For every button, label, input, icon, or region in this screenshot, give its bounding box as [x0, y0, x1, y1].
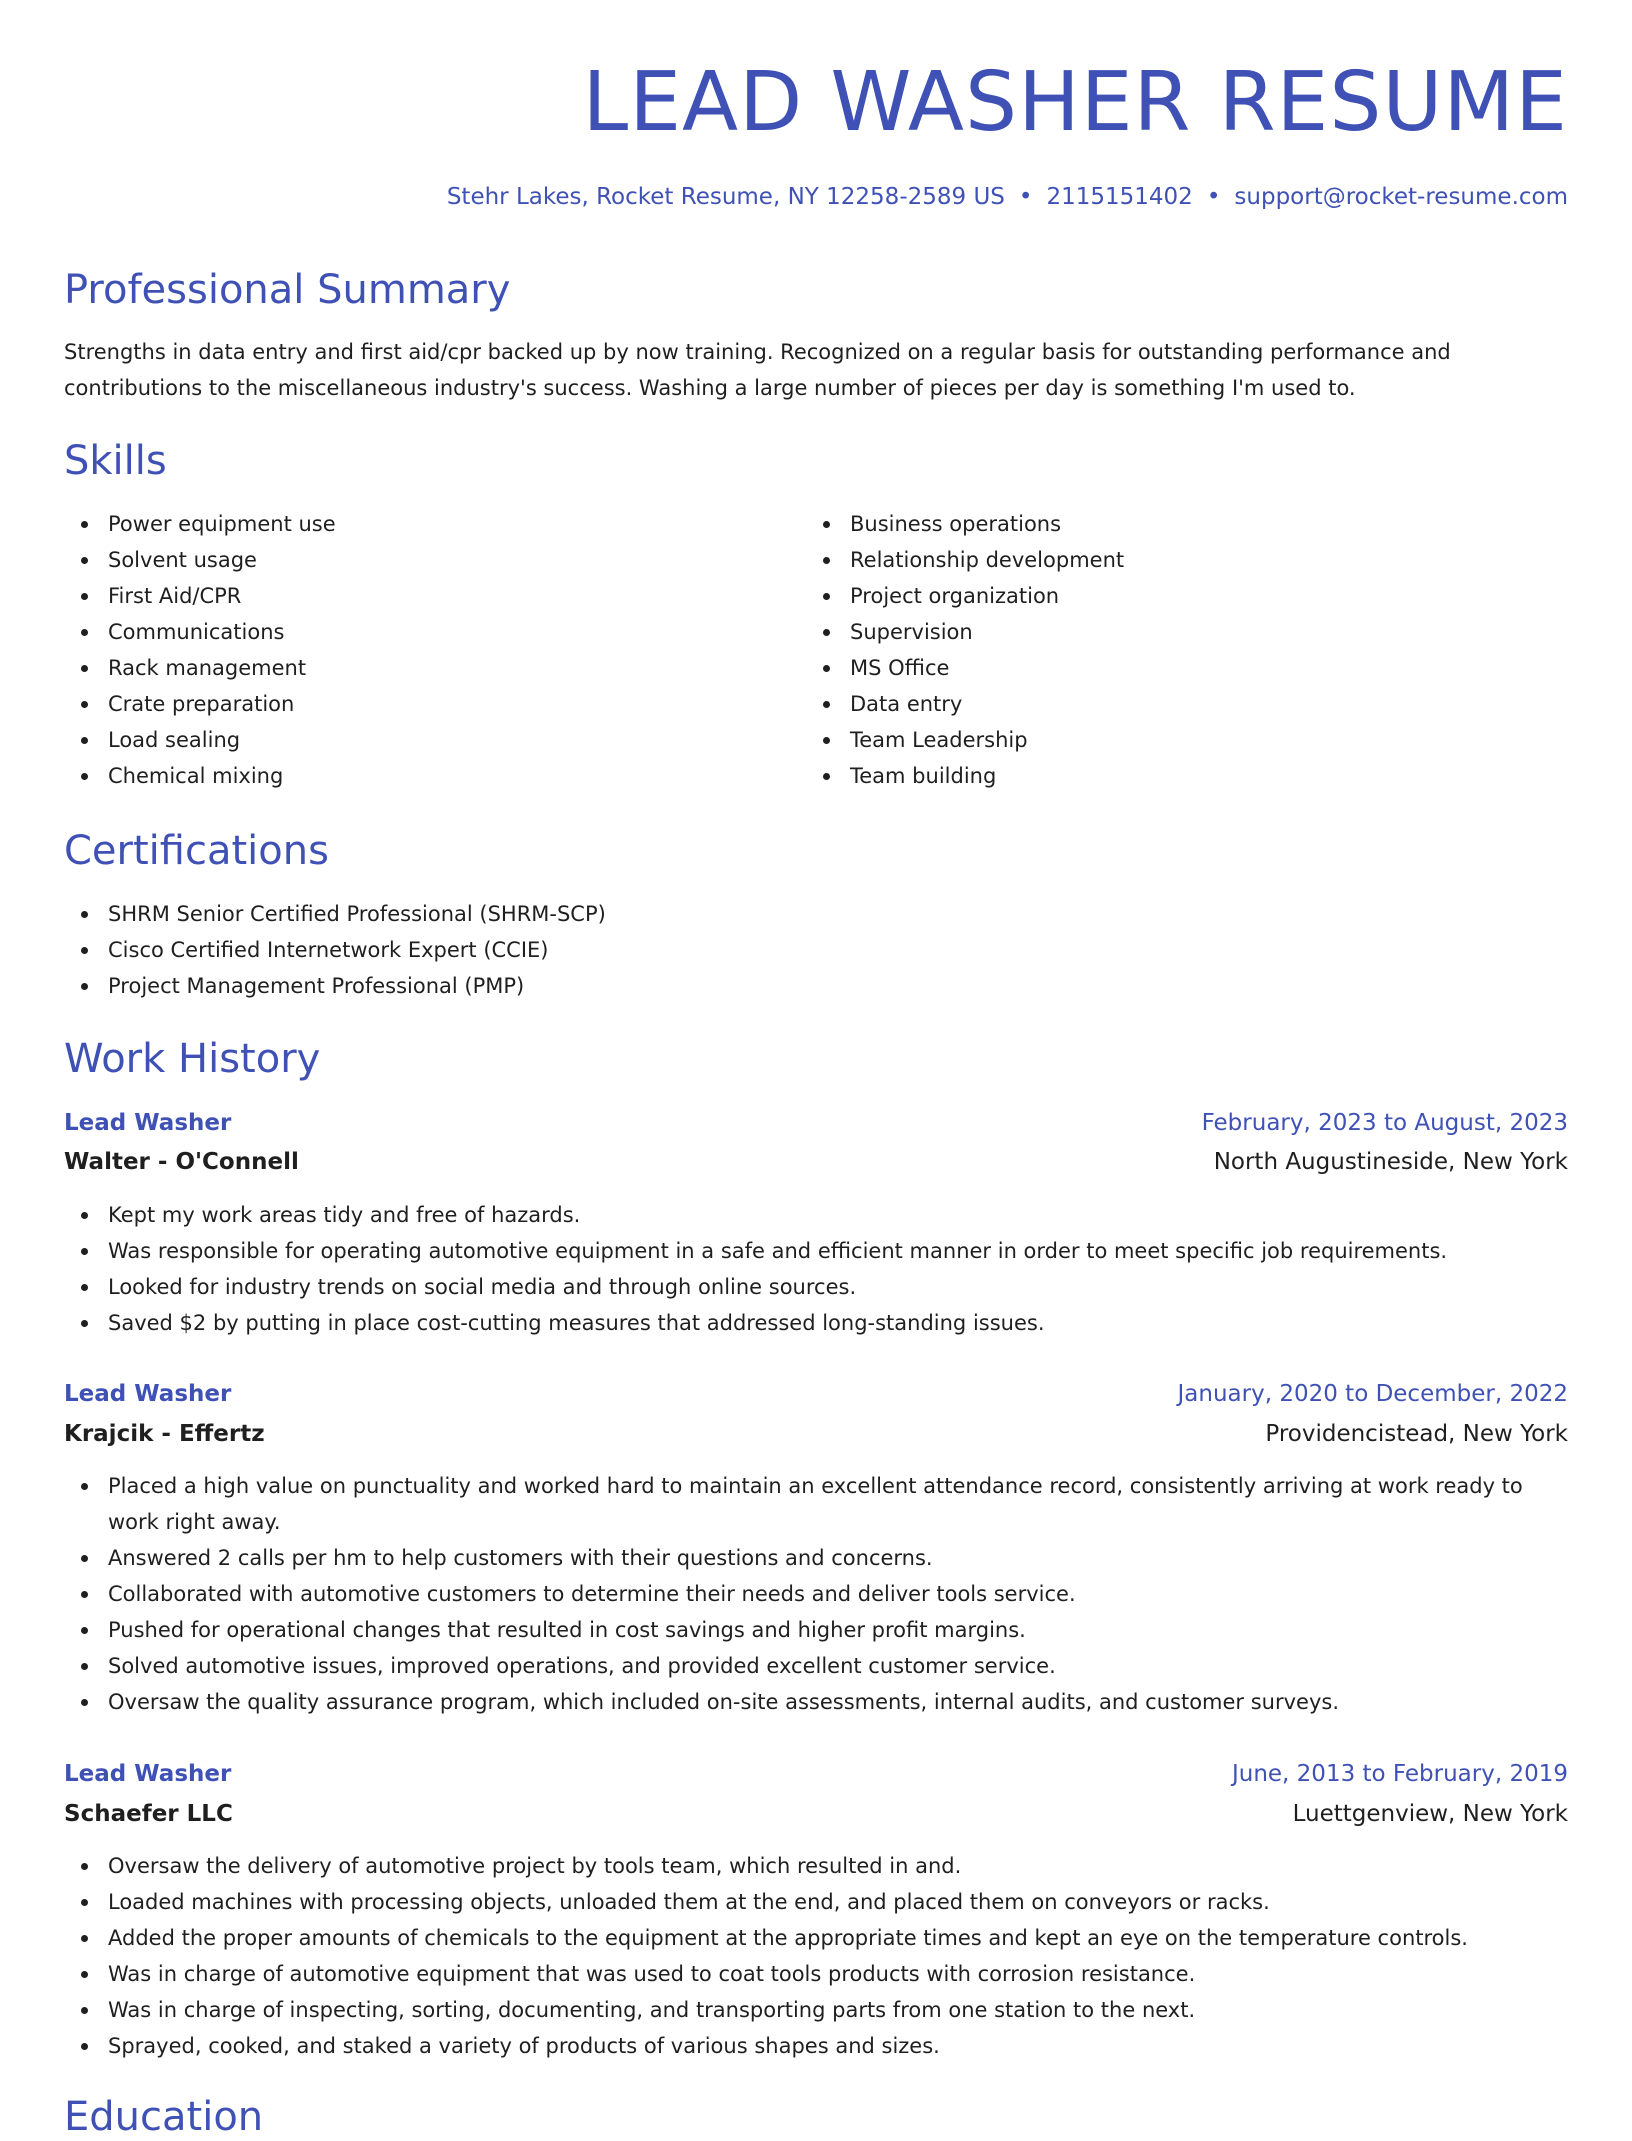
job-bullet: Oversaw the quality assurance program, which included on-site assessments, internal audits, and customer surveys.: [64, 1684, 1568, 1720]
skill-item: Crate preparation: [64, 686, 764, 722]
contact-email[interactable]: support@rocket-resume.com: [1234, 184, 1568, 210]
skill-item: Rack management: [64, 650, 764, 686]
contact-line: [447, 182, 1568, 212]
job-bullet: Pushed for operational changes that resulted in cost savings and higher profit margins.: [64, 1612, 1568, 1648]
job-location: North Augustineside, New York: [1213, 1149, 1568, 1175]
summary-text: Strengths in data entry and first aid/cpr backed up by now training. Recognized on a regular basis for outstanding performance and contributions to the miscellaneous industry's success. Washing a large number of pieces per day is something I'm used to.: [64, 340, 1451, 400]
skills-list-right: [806, 506, 1506, 794]
skills-list-left: [64, 506, 764, 794]
job-title: Lead Washer: [64, 1761, 232, 1787]
job-bullets: [64, 1848, 1568, 2064]
skills-heading: Skills: [64, 438, 167, 484]
job-dates: February, 2023 to August, 2023: [1201, 1110, 1568, 1136]
skill-item: Load sealing: [64, 722, 764, 758]
job-bullet: Was in charge of automotive equipment that was used to coat tools products with corrosion resistance.: [64, 1956, 1568, 1992]
job-bullet: Was responsible for operating automotive equipment in a safe and efficient manner in order to meet specific job requirements.: [64, 1233, 1568, 1269]
certification-item: SHRM Senior Certified Professional (SHRM-SCP): [64, 896, 1568, 932]
job-bullet: Answered 2 calls per hm to help customers with their questions and concerns.: [64, 1540, 1568, 1576]
certifications-list: [64, 896, 1568, 1004]
education-heading: Education: [64, 2094, 264, 2140]
job-title: Lead Washer: [64, 1381, 232, 1407]
skill-item: Relationship development: [806, 542, 1506, 578]
job-bullet: Kept my work areas tidy and free of hazards.: [64, 1197, 1568, 1233]
resume-title: LEAD WASHER RESUME: [582, 55, 1568, 150]
job-bullet: Was in charge of inspecting, sorting, documenting, and transporting parts from one station to the next.: [64, 1992, 1568, 2028]
job-bullet: Added the proper amounts of chemicals to the equipment at the appropriate times and kept an eye on the temperature controls.: [64, 1920, 1568, 1956]
skill-item: Business operations: [806, 506, 1506, 542]
job-location: Luettgenview, New York: [1292, 1801, 1568, 1827]
contact-separator: •: [1206, 184, 1221, 210]
skill-item: Team building: [806, 758, 1506, 794]
certification-item: Project Management Professional (PMP): [64, 968, 1568, 1004]
contact-separator: •: [1018, 184, 1033, 210]
job-bullet: Saved $2 by putting in place cost-cutting measures that addressed long-standing issues.: [64, 1305, 1568, 1341]
job-bullets: [64, 1468, 1568, 1720]
skill-item: First Aid/CPR: [64, 578, 764, 614]
job-title: Lead Washer: [64, 1110, 232, 1136]
resume-page: [64, 0, 1568, 2140]
job-bullet: Oversaw the delivery of automotive project by tools team, which resulted in and.: [64, 1848, 1568, 1884]
summary-heading: Professional Summary: [64, 267, 511, 313]
skill-item: Power equipment use: [64, 506, 764, 542]
job-bullet: Placed a high value on punctuality and worked hard to maintain an excellent attendance record, consistently arriving at work ready to work right away.: [64, 1468, 1568, 1540]
job-bullet: Loaded machines with processing objects, unloaded them at the end, and placed them on conveyors or racks.: [64, 1884, 1568, 1920]
job-location: Providencistead, New York: [1265, 1421, 1568, 1447]
contact-phone: 2115151402: [1046, 184, 1193, 210]
skill-item: Team Leadership: [806, 722, 1506, 758]
job-bullets: [64, 1197, 1568, 1341]
skill-item: Chemical mixing: [64, 758, 764, 794]
job-company: Walter - O'Connell: [64, 1149, 299, 1175]
job-bullet: Looked for industry trends on social media and through online sources.: [64, 1269, 1568, 1305]
work-history-heading: Work History: [64, 1036, 321, 1082]
skill-item: Solvent usage: [64, 542, 764, 578]
certification-item: Cisco Certified Internetwork Expert (CCIE): [64, 932, 1568, 968]
job-company: Schaefer LLC: [64, 1801, 233, 1827]
skill-item: Communications: [64, 614, 764, 650]
job-bullet: Solved automotive issues, improved operations, and provided excellent customer service.: [64, 1648, 1568, 1684]
skill-item: Supervision: [806, 614, 1506, 650]
skill-item: Data entry: [806, 686, 1506, 722]
skill-item: MS Office: [806, 650, 1506, 686]
job-bullet: Collaborated with automotive customers to determine their needs and deliver tools service.: [64, 1576, 1568, 1612]
certifications-heading: Certifications: [64, 828, 329, 874]
skill-item: Project organization: [806, 578, 1506, 614]
contact-address: Stehr Lakes, Rocket Resume, NY 12258-2589 US: [446, 184, 1005, 210]
job-bullet: Sprayed, cooked, and staked a variety of products of various shapes and sizes.: [64, 2028, 1568, 2064]
job-dates: June, 2013 to February, 2019: [1231, 1761, 1568, 1787]
job-dates: January, 2020 to December, 2022: [1177, 1381, 1568, 1407]
job-company: Krajcik - Effertz: [64, 1421, 265, 1447]
